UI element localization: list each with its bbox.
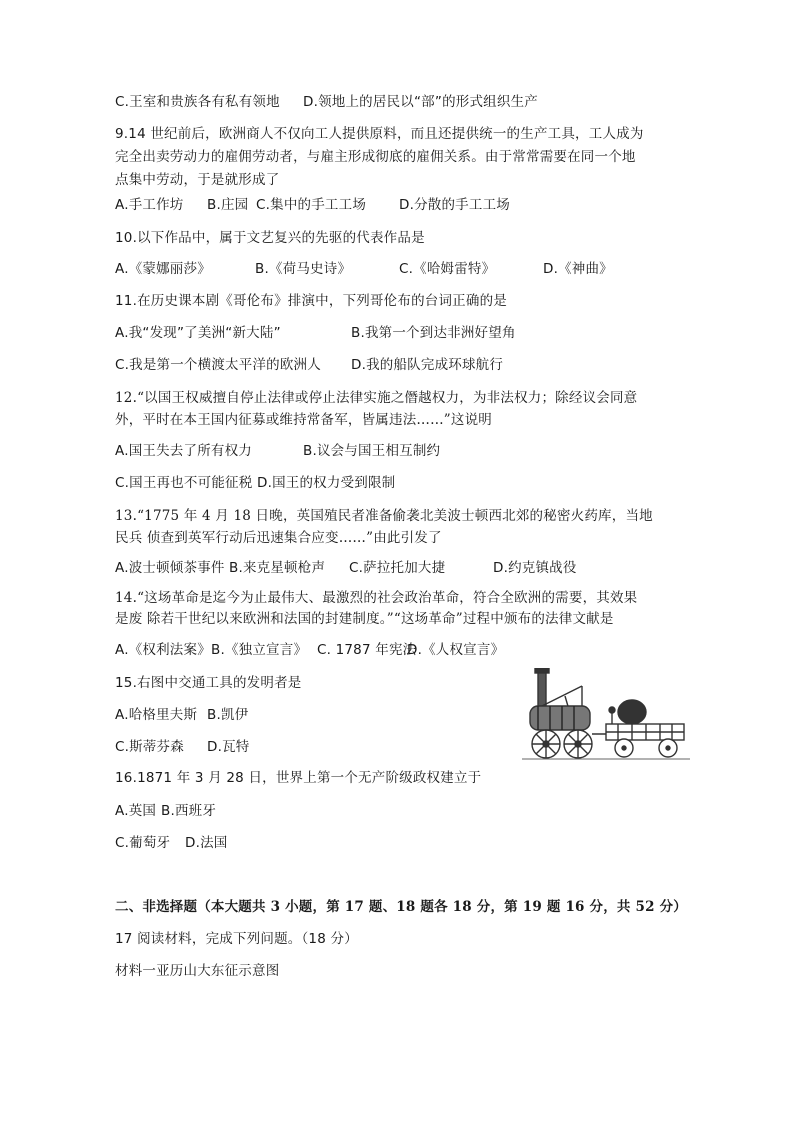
q8-option-c: C.王室和贵族各有私有领地: [115, 94, 280, 110]
section-2-heading: 二、非选择题（本大题共 3 小题，第 17 题、18 题各 18 分，第 19 题 16 分，共 52 分）: [115, 899, 688, 915]
q13-stem-line-1: 13.“1775 年 4 月 18 日晚，英国殖民者准备偷袭北美波士顿西北郊的秘密火药库，当地: [115, 508, 653, 524]
q14-option-b: B.《独立宣言》: [211, 642, 308, 658]
q15-option-d: D.瓦特: [207, 739, 250, 755]
q12-option-c: C.国王再也不可能征税: [115, 475, 253, 491]
q12-option-b: B.议会与国王相互制约: [303, 443, 441, 459]
q11-option-b: B.我第一个到达非洲好望角: [351, 325, 516, 341]
q9-option-a: A.手工作坊: [115, 197, 184, 213]
q16-option-d: D.法国: [185, 835, 228, 851]
q11-option-d: D.我的船队完成环球航行: [351, 357, 504, 373]
q15-stem: 15.右图中交通工具的发明者是: [115, 675, 302, 691]
q16-option-a: A.英国: [115, 803, 157, 819]
q12-stem-line-1: 12.“以国王权威擅自停止法律或停止法律实施之僭越权力，为非法权力；除经议会同意: [115, 390, 638, 406]
q17-stem: 17 阅读材料，完成下列问题。（18 分）: [115, 931, 358, 947]
q17-material-1-caption: 材料一亚历山大东征示意图: [115, 963, 280, 979]
q15-option-b: B.凯伊: [207, 707, 249, 723]
q14-option-a: A.《权利法案》: [115, 642, 211, 658]
q12-stem-line-2: 外，平时在本王国内征募或维持常备军，皆属违法……”这说明: [115, 412, 493, 428]
q8-option-d: D.领地上的居民以“部”的形式组织生产: [303, 94, 538, 110]
q14-stem-line-2: 是废 除若干世纪以来欧洲和法国的封建制度。”“这场革命”过程中颁布的法律文献是: [115, 611, 614, 627]
q10-option-d: D.《神曲》: [543, 261, 613, 277]
q11-option-a: A.我“发现”了美洲“新大陆”: [115, 325, 281, 341]
q14-stem-line-1: 14.“这场革命是迄今为止最伟大、最激烈的社会政治革命，符合全欧洲的需要，其效果: [115, 590, 638, 606]
q12-option-d: D.国王的权力受到限制: [257, 475, 396, 491]
q9-stem-line-3: 点集中劳动，于是就形成了: [115, 172, 280, 188]
q11-stem: 11.在历史课本剧《哥伦布》排演中，下列哥伦布的台词正确的是: [115, 293, 507, 309]
q16-stem: 16.1871 年 3 月 28 日，世界上第一个无产阶级政权建立于: [115, 770, 482, 786]
q14-option-c: C. 1787 年宪法: [317, 642, 417, 658]
q10-stem: 10.以下作品中，属于文艺复兴的先驱的代表作品是: [115, 230, 425, 246]
q9-stem-line-2: 完全出卖劳动力的雇佣劳动者，与雇主形成彻底的雇佣关系。由于常常需要在同一个地: [115, 149, 636, 165]
q13-option-d: D.约克镇战役: [493, 560, 577, 576]
q13-option-a: A.波士顿倾茶事件: [115, 560, 225, 576]
q14-option-d: D.《人权宣言》: [407, 642, 505, 658]
q16-option-b: B.西班牙: [161, 803, 217, 819]
steam-locomotive-icon: [520, 668, 692, 764]
q10-option-a: A.《蒙娜丽莎》: [115, 261, 211, 277]
q11-option-c: C.我是第一个横渡太平洋的欧洲人: [115, 357, 321, 373]
q12-option-a: A.国王失去了所有权力: [115, 443, 252, 459]
q16-option-c: C.葡萄牙: [115, 835, 171, 851]
q10-option-c: C.《哈姆雷特》: [399, 261, 496, 277]
q15-option-c: C.斯蒂芬森: [115, 739, 184, 755]
q15-option-a: A.哈格里夫斯: [115, 707, 198, 723]
q9-stem-line-1: 9.14 世纪前后，欧洲商人不仅向工人提供原料，而且还提供统一的生产工具，工人成为: [115, 126, 644, 142]
q10-option-b: B.《荷马史诗》: [255, 261, 352, 277]
q13-option-b: B.来克星顿枪声: [229, 560, 326, 576]
q13-option-c: C.萨拉托加大捷: [349, 560, 446, 576]
q9-option-b: B.庄园: [207, 197, 249, 213]
q13-stem-line-2: 民兵 侦查到英军行动后迅速集合应变……”由此引发了: [115, 530, 442, 546]
q9-option-d: D.分散的手工工场: [399, 197, 510, 213]
q9-option-c: C.集中的手工工场: [256, 197, 367, 213]
